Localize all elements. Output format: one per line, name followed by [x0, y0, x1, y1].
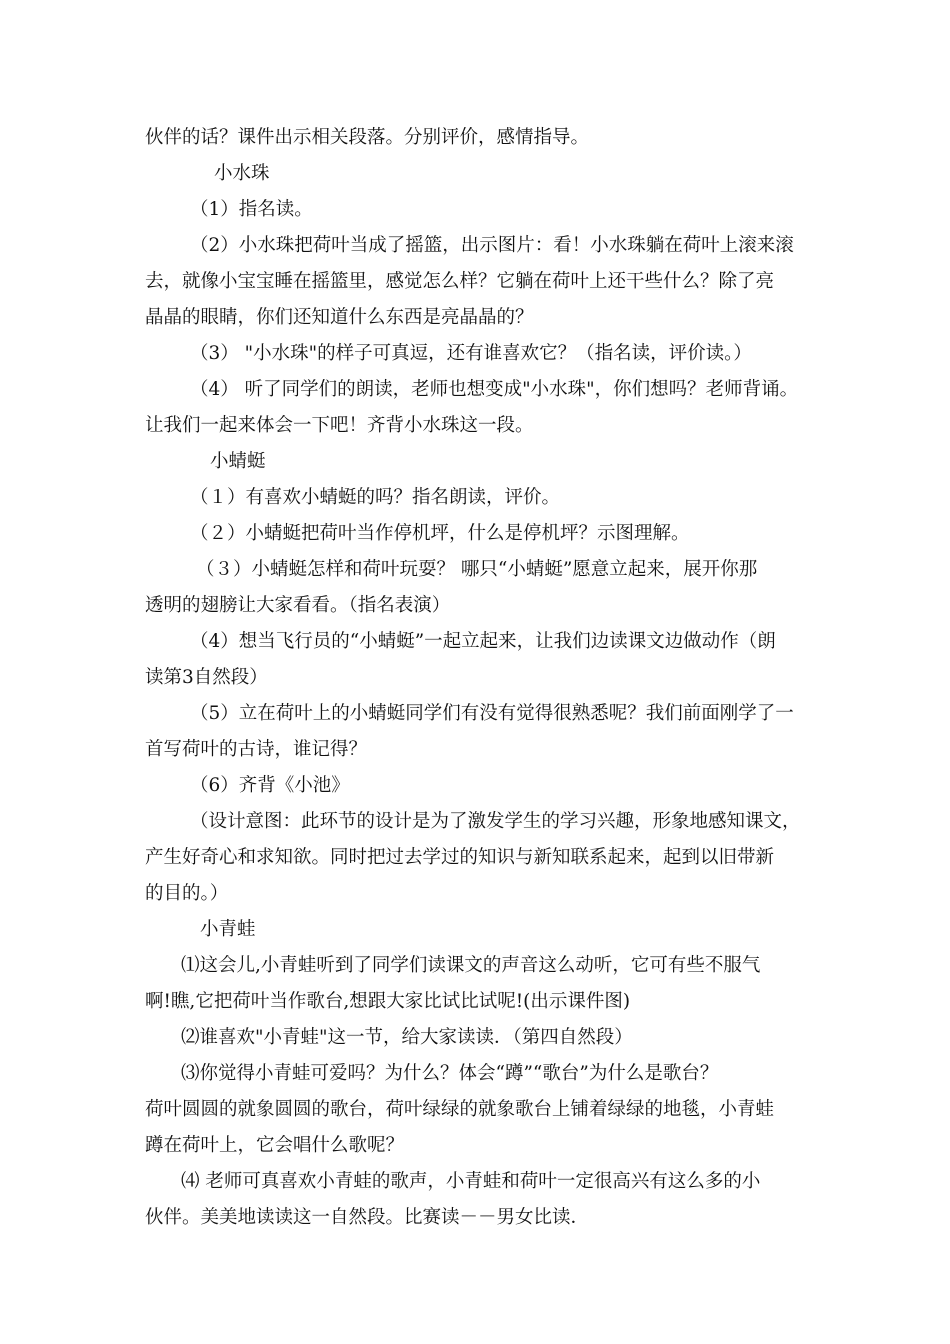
text-line: 去，就像小宝宝睡在摇篮里，感觉怎么样？它躺在荷叶上还干些什么？除了亮 [145, 271, 775, 292]
text-line: （１）有喜欢小蜻蜓的吗？指名朗读，评价。 [190, 487, 561, 508]
text-line: （4）想当飞行员的“小蜻蜓”一起立起来，让我们边读课文边做动作（朗 [190, 631, 776, 652]
text-line: （2）小水珠把荷叶当成了摇篮，出示图片：看！小水珠躺在荷叶上滚来滚 [190, 235, 794, 256]
text-line: （1）指名读。 [190, 199, 313, 220]
text-line: 蹲在荷叶上，它会唱什么歌呢？ [145, 1135, 405, 1156]
section-heading: 小青蛙 [200, 919, 256, 940]
section-heading: 小蜻蜓 [210, 451, 266, 472]
text-line: （6）齐背《小池》 [190, 775, 350, 796]
text-line: （设计意图：此环节的设计是为了激发学生的学习兴趣，形象地感知课文， [190, 811, 801, 832]
text-line: ⑵谁喜欢"小青蛙"这一节，给大家读读．（第四自然段） [181, 1027, 633, 1048]
text-line: 伙伴的话？课件出示相关段落。分别评价，感情指导。 [145, 127, 590, 148]
text-line: 伙伴。美美地读读这一自然段。比赛读－－男女比读． [145, 1207, 590, 1228]
text-line: 透明的翅膀让大家看看。（指名表演） [145, 595, 451, 616]
text-line: 首写荷叶的古诗，谁记得？ [145, 739, 368, 760]
text-line: （３）小蜻蜓怎样和荷叶玩耍？ 哪只“小蜻蜓”愿意立起来，展开你那 [196, 559, 758, 580]
text-line: （4） 听了同学们的朗读，老师也想变成"小水珠"，你们想吗？老师背诵。 [190, 379, 799, 400]
text-line: 让我们一起来体会一下吧！齐背小水珠这一段。 [145, 415, 534, 436]
text-line: 晶晶的眼睛，你们还知道什么东西是亮晶晶的？ [145, 307, 534, 328]
text-line: 荷叶圆圆的就象圆圆的歌台，荷叶绿绿的就象歌台上铺着绿绿的地毯，小青蛙 [145, 1099, 775, 1120]
text-line: ⑶你觉得小青蛙可爱吗？为什么？体会“蹲”“歌台”为什么是歌台？ [181, 1063, 719, 1084]
text-line: （3） "小水珠"的样子可真逗，还有谁喜欢它？（指名读，评价读。） [190, 343, 752, 364]
text-line: ⑷ 老师可真喜欢小青蛙的歌声，小青蛙和荷叶一定很高兴有这么多的小 [181, 1171, 761, 1192]
text-line: ⑴这会儿,小青蛙听到了同学们读课文的声音这么动听，它可有些不服气 [181, 955, 761, 976]
text-line: 啊!瞧,它把荷叶当作歌台,想跟大家比试比试呢!(出示课件图) [145, 991, 631, 1012]
section-heading: 小水珠 [214, 163, 270, 184]
text-line: （２）小蜻蜓把荷叶当作停机坪，什么是停机坪？示图理解。 [190, 523, 690, 544]
text-line: 读第3自然段） [145, 667, 268, 688]
text-line: （5）立在荷叶上的小蜻蜓同学们有没有觉得很熟悉呢？我们前面刚学了一 [190, 703, 794, 724]
text-line: 的目的。） [145, 883, 229, 904]
text-line: 产生好奇心和求知欲。同时把过去学过的知识与新知联系起来，起到以旧带新 [145, 847, 775, 868]
